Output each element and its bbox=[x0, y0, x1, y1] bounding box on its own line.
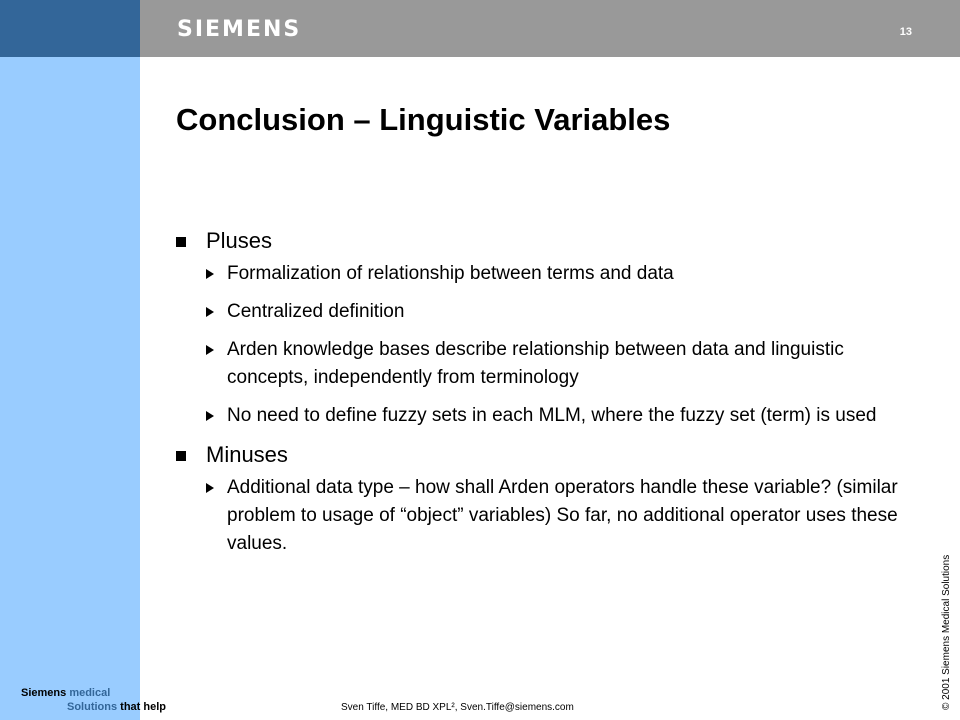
list-item-text: Formalization of relationship between terms and data bbox=[227, 263, 674, 284]
slide-title: Conclusion – Linguistic Variables bbox=[176, 102, 671, 137]
left-sidebar-band bbox=[0, 0, 140, 720]
arrow-bullet-icon bbox=[206, 307, 214, 317]
list-item-text: Additional data type – how shall Arden operators handle these variable? (similar problem to usage of “object” variables) So far, no additional operator uses these values. bbox=[227, 477, 898, 554]
siemens-logo: SIEMENS bbox=[177, 17, 302, 42]
list-item-text: Centralized definition bbox=[227, 301, 405, 322]
list-item bbox=[227, 298, 906, 326]
slide-content bbox=[176, 226, 906, 568]
footer-author: Sven Tiffe, MED BD XPL², Sven.Tiffe@siemens.com bbox=[341, 702, 574, 713]
minuses-heading: Minuses bbox=[206, 442, 288, 467]
brand-siemens: Siemens bbox=[21, 687, 67, 699]
left-top-block bbox=[0, 0, 140, 57]
copyright-notice: © 2001 Siemens Medical Solutions bbox=[941, 554, 952, 710]
list-item bbox=[227, 402, 906, 430]
list-item bbox=[227, 260, 906, 288]
list-item bbox=[227, 336, 906, 392]
brand-medical: medical bbox=[69, 687, 111, 699]
page-number: 13 bbox=[899, 26, 912, 38]
square-bullet-icon bbox=[176, 451, 186, 461]
list-item-text: No need to define fuzzy sets in each MLM, where the fuzzy set (term) is used bbox=[227, 405, 877, 426]
list-item bbox=[227, 474, 906, 558]
brand-line-2 bbox=[21, 700, 166, 714]
arrow-bullet-icon bbox=[206, 483, 214, 493]
minuses-list bbox=[206, 474, 906, 558]
brand-solutions: Solutions bbox=[67, 701, 118, 713]
pluses-section bbox=[176, 226, 906, 430]
list-item-text: Arden knowledge bases describe relationship between data and linguistic concepts, independently from terminology bbox=[227, 339, 844, 388]
section-heading bbox=[206, 226, 906, 256]
minuses-section bbox=[176, 440, 906, 558]
brand-line-1 bbox=[21, 686, 166, 700]
arrow-bullet-icon bbox=[206, 269, 214, 279]
footer-brand bbox=[21, 686, 166, 714]
pluses-list bbox=[206, 260, 906, 430]
pluses-heading: Pluses bbox=[206, 228, 273, 253]
arrow-bullet-icon bbox=[206, 411, 214, 421]
arrow-bullet-icon bbox=[206, 345, 214, 355]
square-bullet-icon bbox=[176, 237, 186, 247]
brand-that-help: that help bbox=[120, 701, 167, 713]
section-heading bbox=[206, 440, 906, 470]
